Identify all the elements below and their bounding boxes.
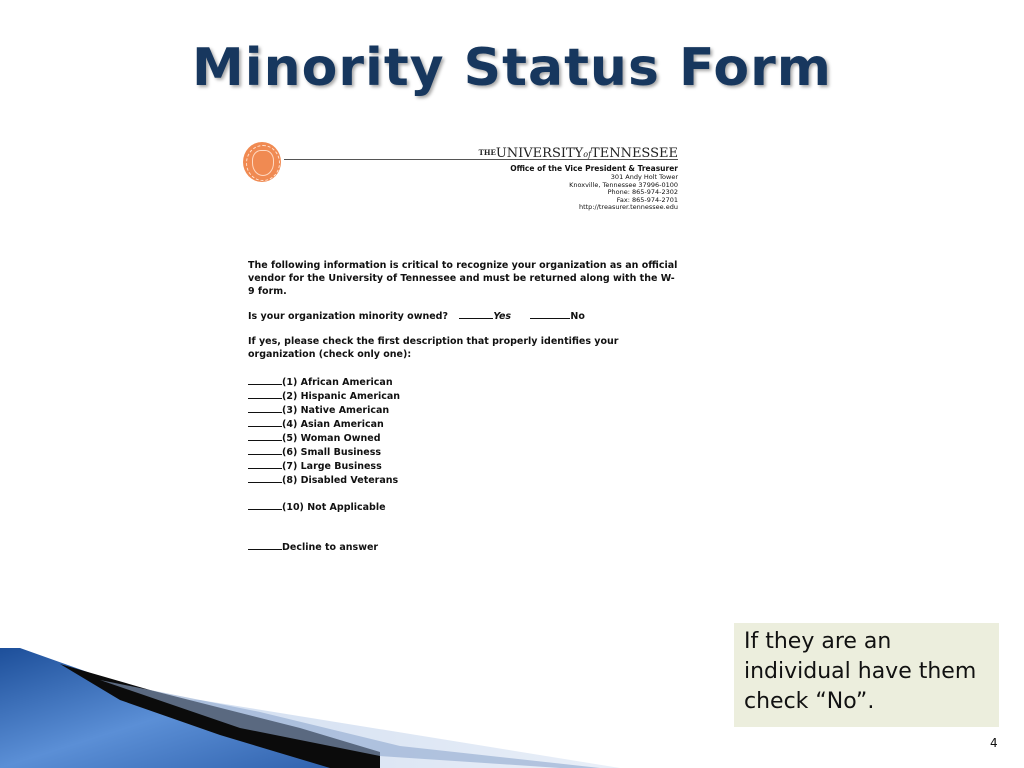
speaker-note-box: If they are an individual have them check “No”. [734, 623, 999, 727]
university-seal-icon [243, 142, 281, 182]
decline-option[interactable]: Decline to answer [248, 540, 678, 554]
option-item[interactable]: (8) Disabled Veterans [248, 473, 678, 487]
form-intro: The following information is critical to recognize your organization as an official vendor for the University of Tennessee and must be returned along with the W-9 form. [248, 260, 678, 297]
fax-line: Fax: 865-974-2701 [616, 195, 678, 204]
option-item[interactable]: (4) Asian American [248, 417, 678, 431]
option-item[interactable]: (7) Large Business [248, 459, 678, 473]
no-blank[interactable] [530, 309, 570, 319]
minority-owned-question: Is your organization minority owned? Yes No [248, 311, 585, 322]
address-line: Knoxville, Tennessee 37996-0100 [569, 180, 678, 189]
office-address [569, 174, 678, 212]
yes-blank[interactable] [459, 309, 493, 319]
option-item[interactable]: (1) African American [248, 375, 678, 389]
option-item[interactable]: (6) Small Business [248, 445, 678, 459]
slide-title: Minority Status Form [192, 38, 832, 98]
option-item[interactable]: (2) Hispanic American [248, 389, 678, 403]
not-applicable-option[interactable]: (10) Not Applicable [248, 500, 678, 514]
no-label: No [570, 311, 585, 322]
yes-label: Yes [493, 311, 512, 322]
website-line: http://treasurer.tennessee.edu [578, 203, 678, 212]
option-item[interactable]: (3) Native American [248, 403, 678, 417]
university-wordmark: THEUNIVERSITYofTENNESSEE [478, 146, 678, 161]
minority-status-form [248, 259, 678, 554]
option-list [248, 375, 678, 487]
phone-line: Phone: 865-974-2302 [607, 188, 678, 197]
office-name: Office of the Vice President & Treasurer [510, 164, 678, 173]
page-number: 4 [990, 736, 998, 750]
address-line: 301 Andy Holt Tower [610, 173, 678, 181]
identification-question: If yes, please check the first description that properly identifies your organization (check only one): [248, 336, 619, 360]
option-item[interactable]: (5) Woman Owned [248, 431, 678, 445]
